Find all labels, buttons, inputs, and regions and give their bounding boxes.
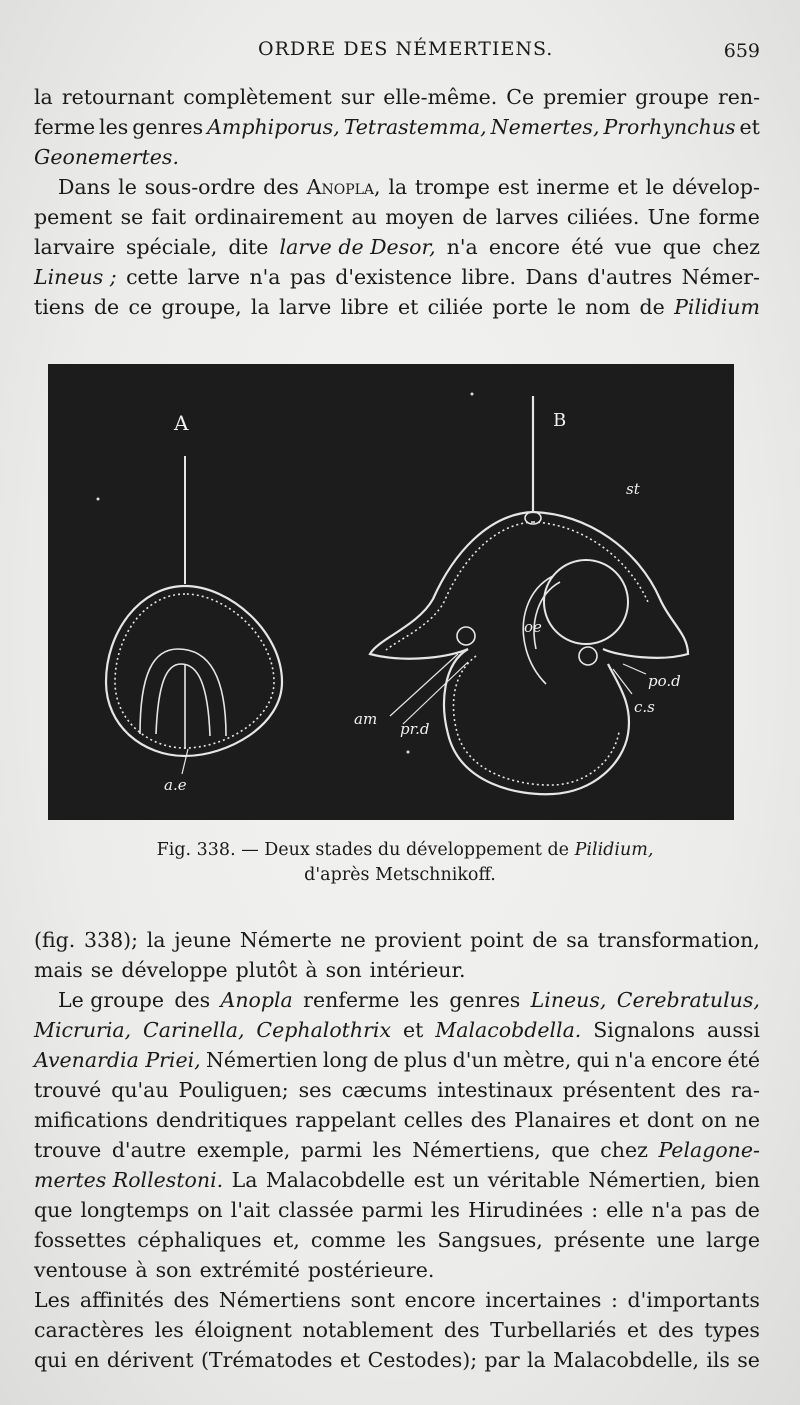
- text-line: [34, 172, 760, 202]
- word: sont: [350, 1288, 395, 1312]
- word: se: [90, 958, 114, 982]
- word: Malacobdella.: [435, 1018, 582, 1042]
- text-line: [34, 292, 760, 322]
- word: Cephalothrix: [256, 1018, 392, 1042]
- word: et: [617, 175, 638, 199]
- word: de: [462, 205, 488, 229]
- word: de: [532, 928, 558, 952]
- word: groupe: [635, 85, 709, 109]
- word: Avenardia Priei,: [34, 1048, 201, 1072]
- word: on: [701, 1108, 727, 1132]
- word: Némer-: [681, 265, 760, 289]
- word: ciliées.: [566, 205, 640, 229]
- word: parmi: [361, 1198, 423, 1222]
- word: plutôt: [235, 958, 298, 982]
- word: :: [591, 1198, 599, 1222]
- word: nom: [585, 295, 631, 319]
- word: encore: [488, 235, 560, 259]
- text-line: [34, 1015, 760, 1045]
- word: Anopla: [220, 988, 293, 1012]
- text-line: [34, 985, 760, 1015]
- word: Tetrastemma,: [343, 115, 487, 139]
- caption-genus: Pilidium,: [574, 840, 654, 860]
- word: chez: [712, 235, 760, 259]
- paragraph-2: [34, 172, 760, 322]
- label-am: am: [354, 710, 378, 728]
- word: celles: [403, 1108, 463, 1132]
- word: et: [739, 115, 760, 139]
- word: Pelagone-: [658, 1138, 760, 1162]
- word: ce: [128, 295, 153, 319]
- text-line: [34, 262, 760, 292]
- word: fait: [151, 205, 187, 229]
- word: ne: [340, 928, 366, 952]
- word: dérivent: [106, 1348, 194, 1372]
- word: Sangsues,: [437, 1228, 543, 1252]
- word: intestinaux: [437, 1078, 553, 1102]
- word: est: [497, 175, 529, 199]
- figure-338: [48, 364, 734, 820]
- word: n'a: [651, 1198, 683, 1222]
- word: Geonemertes.: [34, 145, 179, 169]
- word: dont: [646, 1108, 694, 1132]
- word: d'autre: [111, 1138, 187, 1162]
- word: dite: [228, 235, 269, 259]
- running-header: [0, 38, 800, 68]
- word: forme: [698, 205, 760, 229]
- word: des: [657, 1318, 694, 1342]
- word: Malacobdelle,: [553, 1348, 699, 1372]
- word: des: [263, 175, 299, 199]
- word: de: [639, 295, 665, 319]
- word: la: [526, 1348, 546, 1372]
- word: cette: [126, 265, 179, 289]
- text-line: [34, 1105, 760, 1135]
- word: Némertiens: [218, 1288, 342, 1312]
- word: vue: [614, 235, 652, 259]
- label-a: A: [174, 411, 189, 435]
- word: retournant: [61, 85, 175, 109]
- word: Les: [34, 1288, 71, 1312]
- text-line: [34, 1045, 760, 1075]
- caption-fig-number: Fig. 338.: [156, 840, 236, 860]
- word: classée: [278, 1198, 354, 1222]
- word: et: [618, 1108, 640, 1132]
- word: Némertien: [205, 1048, 318, 1072]
- word: Signalons: [593, 1018, 696, 1042]
- word: mètre,: [503, 1048, 572, 1072]
- word: porte: [492, 295, 549, 319]
- word: point: [470, 928, 524, 952]
- word: inerme: [536, 175, 610, 199]
- word: de: [93, 295, 120, 319]
- word: pas: [690, 1198, 727, 1222]
- word: ciliée: [427, 295, 484, 319]
- word: chez: [600, 1138, 648, 1162]
- word: larvaire: [34, 235, 115, 259]
- text-line: [34, 1135, 760, 1165]
- word: n'a: [446, 235, 478, 259]
- text-line: [34, 1285, 760, 1315]
- word: plus: [403, 1048, 448, 1072]
- word: larves: [495, 205, 559, 229]
- word: transformation,: [597, 928, 760, 952]
- word: encore: [651, 1048, 723, 1072]
- word: La: [231, 1168, 258, 1192]
- word: elle-même.: [383, 85, 498, 109]
- page-number: 659: [723, 40, 760, 62]
- word: ferme: [34, 115, 96, 139]
- word: trouvé: [34, 1078, 102, 1102]
- word: Pouliguen;: [178, 1078, 289, 1102]
- text-line: [34, 232, 760, 262]
- word: types: [704, 1318, 760, 1342]
- word: la: [146, 928, 166, 952]
- paragraph-3: [34, 925, 760, 985]
- word: qui: [34, 1348, 67, 1372]
- word: Ce: [506, 85, 535, 109]
- word: qui: [576, 1048, 610, 1072]
- word: ordinairement: [194, 205, 344, 229]
- word: trouve: [34, 1138, 102, 1162]
- word: que: [662, 235, 702, 259]
- word: est: [413, 1168, 445, 1192]
- word: incertaines: [485, 1288, 602, 1312]
- word: une: [656, 1228, 695, 1252]
- word: libre.: [461, 265, 517, 289]
- word: l'ait: [230, 1198, 271, 1222]
- word: sa: [566, 928, 589, 952]
- text-line: [34, 142, 760, 172]
- text-line: [34, 1255, 760, 1285]
- running-title: ORDRE DES NÉMERTIENS.: [258, 38, 554, 60]
- word: et: [339, 1348, 361, 1372]
- figure-caption: [0, 838, 800, 888]
- word: en: [74, 1348, 100, 1372]
- word: 338);: [84, 928, 139, 952]
- word: que: [551, 1138, 590, 1162]
- word: tiens: [34, 295, 85, 319]
- word: la: [34, 85, 53, 109]
- word: Le groupe: [58, 988, 164, 1012]
- caption-line: [0, 838, 800, 863]
- text-line: [34, 1225, 760, 1255]
- caption-line: d'après Metschnikoff.: [304, 865, 496, 885]
- word: que: [34, 1198, 73, 1222]
- word: :: [610, 1288, 618, 1312]
- word: large: [706, 1228, 760, 1252]
- word: postérieure.: [307, 1258, 435, 1282]
- word: genres: [132, 115, 204, 139]
- word: parmi: [300, 1138, 362, 1162]
- text-line: [34, 925, 760, 955]
- word: Pilidium: [674, 295, 760, 319]
- word: extrémité: [199, 1258, 300, 1282]
- text-line: [34, 1315, 760, 1345]
- word: n'a: [614, 1048, 646, 1072]
- word: ne: [734, 1108, 760, 1132]
- word: caractères: [34, 1318, 145, 1342]
- word: rappelant: [295, 1108, 396, 1132]
- word: Cestodes);: [367, 1348, 478, 1372]
- word: les: [99, 115, 129, 139]
- word: Amphiporus,: [207, 115, 340, 139]
- word: premier: [543, 85, 627, 109]
- word: la: [388, 175, 408, 199]
- word: les: [396, 1228, 427, 1252]
- word: les: [154, 1318, 184, 1342]
- text-line: [34, 1195, 760, 1225]
- word: Némertien,: [588, 1168, 707, 1192]
- word: encore: [404, 1288, 476, 1312]
- word: au: [351, 205, 377, 229]
- word: libre: [340, 295, 389, 319]
- label-prd: pr.d: [400, 720, 430, 738]
- word: longtemps: [80, 1198, 190, 1222]
- text-line: [34, 82, 760, 112]
- word: provient: [374, 928, 462, 952]
- word: moyen: [385, 205, 454, 229]
- text-line: [34, 1345, 760, 1375]
- word: notablement: [302, 1318, 434, 1342]
- pilidium-illustration: [48, 364, 734, 820]
- word: Prorhynchus: [603, 115, 736, 139]
- word: et,: [272, 1228, 300, 1252]
- word: (Trématodes: [200, 1348, 333, 1372]
- word: Nemertes,: [490, 115, 600, 139]
- word: trompe: [414, 175, 490, 199]
- label-cs: c.s: [634, 698, 655, 716]
- word: d'autres: [587, 265, 673, 289]
- word: pas: [289, 265, 326, 289]
- word: ses: [298, 1078, 332, 1102]
- word: présentent: [562, 1078, 676, 1102]
- word: un: [452, 1168, 480, 1192]
- word: à: [135, 1258, 148, 1282]
- word: cæcums: [341, 1078, 428, 1102]
- word: céphaliques: [137, 1228, 262, 1252]
- larva-a-drawing: [106, 456, 282, 774]
- word: intérieur.: [369, 958, 466, 982]
- word: genres: [449, 988, 521, 1012]
- word: des: [443, 1318, 480, 1342]
- word: véritable: [487, 1168, 581, 1192]
- word: affinités: [79, 1288, 164, 1312]
- word: les: [409, 988, 439, 1012]
- word: le: [118, 175, 137, 199]
- word: la: [250, 295, 270, 319]
- word: bien: [714, 1168, 760, 1192]
- word: les: [430, 1198, 461, 1222]
- word: larve: [187, 265, 241, 289]
- word: Lineus,: [530, 988, 607, 1012]
- word: (fig.: [34, 928, 76, 952]
- paragraph-1: [34, 82, 760, 172]
- label-pod: po.d: [648, 672, 681, 690]
- label-ae: a.e: [164, 776, 187, 794]
- word: aussi: [706, 1018, 760, 1042]
- word: et: [398, 295, 419, 319]
- word: Lineus ;: [34, 265, 117, 289]
- word: spéciale,: [125, 235, 218, 259]
- label-oe: oe: [524, 618, 542, 636]
- word: exemple,: [196, 1138, 291, 1162]
- word: par: [484, 1348, 520, 1372]
- word: des: [174, 988, 211, 1012]
- word: sous-ordre: [144, 175, 256, 199]
- word: ventouse: [34, 1258, 128, 1282]
- word: jeune: [174, 928, 232, 952]
- word: Malacobdelle: [265, 1168, 406, 1192]
- word: dévelop-: [672, 175, 760, 199]
- word: d'existence: [335, 265, 452, 289]
- word: d'un: [452, 1048, 498, 1072]
- word: larve: [278, 295, 332, 319]
- word: mertes Rollestoni.: [34, 1168, 224, 1192]
- word: Anopla,: [306, 175, 381, 199]
- word: développe: [121, 958, 228, 982]
- word: complètement: [183, 85, 332, 109]
- word: larve de Desor,: [279, 235, 436, 259]
- word: Dans: [58, 175, 111, 199]
- word: son: [325, 958, 362, 982]
- text-line: [34, 955, 760, 985]
- word: pement: [34, 205, 113, 229]
- word: comme: [310, 1228, 386, 1252]
- word: Planaires: [514, 1108, 612, 1132]
- word: de: [373, 1048, 399, 1072]
- word: mais: [34, 958, 83, 982]
- word: long: [322, 1048, 369, 1072]
- word: le: [645, 175, 665, 199]
- word: à: [305, 958, 318, 982]
- word: d'importants: [627, 1288, 760, 1312]
- word: et: [627, 1318, 648, 1342]
- word: fossettes: [34, 1228, 127, 1252]
- word: Turbellariés: [490, 1318, 617, 1342]
- text-line: [34, 1165, 760, 1195]
- word: et: [402, 1018, 424, 1042]
- word: groupe,: [161, 295, 242, 319]
- text-line: [34, 1075, 760, 1105]
- word: on: [197, 1198, 223, 1222]
- word: sur: [340, 85, 375, 109]
- label-st: st: [626, 480, 640, 498]
- text-line: [34, 202, 760, 232]
- word: des: [685, 1078, 722, 1102]
- word: Némerte: [239, 928, 332, 952]
- word: se: [120, 205, 144, 229]
- word: présente: [553, 1228, 646, 1252]
- word: Une: [647, 205, 691, 229]
- word: ils: [706, 1348, 730, 1372]
- word: elle: [606, 1198, 644, 1222]
- word: se: [737, 1348, 760, 1372]
- word: Dans: [525, 265, 578, 289]
- word: n'a: [249, 265, 281, 289]
- caption-text: — Deux stades du développement de: [241, 840, 570, 860]
- word: été: [727, 1048, 760, 1072]
- word: qu'au: [111, 1078, 169, 1102]
- label-b: B: [553, 410, 567, 431]
- word: les: [372, 1138, 402, 1162]
- word: dendritiques: [155, 1108, 288, 1132]
- word: son: [155, 1258, 192, 1282]
- word: mifications: [34, 1108, 149, 1132]
- word: de: [734, 1198, 760, 1222]
- word: Micruria,: [34, 1018, 132, 1042]
- word: été: [571, 235, 604, 259]
- word: des: [470, 1108, 507, 1132]
- word: des: [173, 1288, 210, 1312]
- word: éloignent: [194, 1318, 292, 1342]
- word: ren-: [717, 85, 760, 109]
- word: Hirudinées: [468, 1198, 584, 1222]
- word: le: [557, 295, 576, 319]
- paragraph-5: [34, 1285, 760, 1375]
- word: Némertiens,: [412, 1138, 541, 1162]
- word: Cerebratulus,: [616, 988, 760, 1012]
- word: renferme: [303, 988, 400, 1012]
- text-line: [34, 112, 760, 142]
- word: Carinella,: [143, 1018, 245, 1042]
- word: ra-: [731, 1078, 760, 1102]
- paragraph-4: [34, 985, 760, 1285]
